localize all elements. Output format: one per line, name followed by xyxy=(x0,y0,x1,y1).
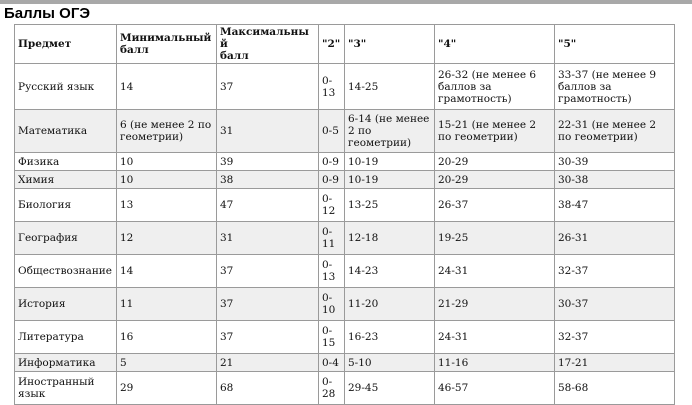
table-header-row xyxy=(15,25,675,64)
cell-grade-2: 0- 13 xyxy=(319,64,345,110)
cell-grade-3: 11-20 xyxy=(345,288,435,321)
cell-grade-4: 24-31 xyxy=(435,255,555,288)
header-grade-2: "2" xyxy=(319,25,345,64)
cell-max-score: 39 xyxy=(217,153,319,171)
cell-max-score: 68 xyxy=(217,372,319,405)
cell-grade-5: 26-31 xyxy=(555,222,675,255)
cell-grade-2: 0- 13 xyxy=(319,255,345,288)
cell-subject: История xyxy=(15,288,117,321)
cell-min-score: 14 xyxy=(117,255,217,288)
cell-grade-2: 0-5 xyxy=(319,110,345,153)
cell-grade-2: 0- 28 xyxy=(319,372,345,405)
cell-min-score: 5 xyxy=(117,354,217,372)
cell-max-score: 21 xyxy=(217,354,319,372)
cell-grade-3: 10-19 xyxy=(345,171,435,189)
table-row xyxy=(15,288,675,321)
cell-max-score: 38 xyxy=(217,171,319,189)
cell-grade-4: 24-31 xyxy=(435,321,555,354)
cell-max-score: 47 xyxy=(217,189,319,222)
cell-grade-4: 46-57 xyxy=(435,372,555,405)
page-title: Баллы ОГЭ xyxy=(4,5,91,22)
cell-grade-5: 30-38 xyxy=(555,171,675,189)
cell-max-score: 37 xyxy=(217,288,319,321)
cell-grade-4: 20-29 xyxy=(435,171,555,189)
cell-grade-3: 10-19 xyxy=(345,153,435,171)
cell-min-score: 11 xyxy=(117,288,217,321)
cell-grade-5: 22-31 (не менее 2 по геометрии) xyxy=(555,110,675,153)
header-subject: Предмет xyxy=(15,25,117,64)
cell-grade-2: 0-9 xyxy=(319,171,345,189)
header-grade-3: "3" xyxy=(345,25,435,64)
cell-grade-5: 32-37 xyxy=(555,321,675,354)
cell-grade-4: 26-32 (не менее 6 баллов за грамотность) xyxy=(435,64,555,110)
cell-grade-5: 33-37 (не менее 9 баллов за грамотность) xyxy=(555,64,675,110)
cell-grade-4: 26-37 xyxy=(435,189,555,222)
table-row xyxy=(15,189,675,222)
table-row xyxy=(15,153,675,171)
cell-subject: География xyxy=(15,222,117,255)
header-max-score: Максимальный балл xyxy=(217,25,319,64)
cell-grade-3: 13-25 xyxy=(345,189,435,222)
cell-subject: Химия xyxy=(15,171,117,189)
cell-grade-2: 0- 10 xyxy=(319,288,345,321)
cell-grade-5: 58-68 xyxy=(555,372,675,405)
cell-min-score: 16 xyxy=(117,321,217,354)
oge-scores-table xyxy=(14,24,675,405)
cell-grade-5: 32-37 xyxy=(555,255,675,288)
cell-subject: Биология xyxy=(15,189,117,222)
table-row xyxy=(15,110,675,153)
cell-grade-3: 6-14 (не менее 2 по геометрии) xyxy=(345,110,435,153)
cell-grade-5: 38-47 xyxy=(555,189,675,222)
cell-max-score: 37 xyxy=(217,64,319,110)
cell-grade-4: 11-16 xyxy=(435,354,555,372)
cell-subject: Физика xyxy=(15,153,117,171)
cell-subject: Математика xyxy=(15,110,117,153)
cell-grade-2: 0-4 xyxy=(319,354,345,372)
cell-subject: Иностранный язык xyxy=(15,372,117,405)
cell-grade-2: 0- 15 xyxy=(319,321,345,354)
table-row xyxy=(15,354,675,372)
cell-grade-3: 12-18 xyxy=(345,222,435,255)
cell-grade-3: 14-25 xyxy=(345,64,435,110)
cell-subject: Литература xyxy=(15,321,117,354)
cell-grade-3: 5-10 xyxy=(345,354,435,372)
header-grade-5: "5" xyxy=(555,25,675,64)
table-row xyxy=(15,171,675,189)
header-min-score: Минимальный балл xyxy=(117,25,217,64)
cell-grade-5: 17-21 xyxy=(555,354,675,372)
cell-grade-3: 16-23 xyxy=(345,321,435,354)
cell-min-score: 29 xyxy=(117,372,217,405)
cell-grade-2: 0- 12 xyxy=(319,189,345,222)
cell-grade-3: 29-45 xyxy=(345,372,435,405)
cell-min-score: 10 xyxy=(117,171,217,189)
cell-subject: Русский язык xyxy=(15,64,117,110)
cell-max-score: 37 xyxy=(217,255,319,288)
cell-grade-4: 19-25 xyxy=(435,222,555,255)
cell-max-score: 31 xyxy=(217,110,319,153)
table-row xyxy=(15,64,675,110)
cell-grade-3: 14-23 xyxy=(345,255,435,288)
table-row xyxy=(15,222,675,255)
cell-min-score: 12 xyxy=(117,222,217,255)
cell-min-score: 6 (не менее 2 по геометрии) xyxy=(117,110,217,153)
cell-min-score: 10 xyxy=(117,153,217,171)
cell-min-score: 14 xyxy=(117,64,217,110)
cell-grade-5: 30-37 xyxy=(555,288,675,321)
table-row xyxy=(15,372,675,405)
table-row xyxy=(15,321,675,354)
cell-grade-4: 20-29 xyxy=(435,153,555,171)
cell-subject: Информатика xyxy=(15,354,117,372)
cell-subject: Обществознание xyxy=(15,255,117,288)
cell-grade-4: 21-29 xyxy=(435,288,555,321)
cell-grade-2: 0- 11 xyxy=(319,222,345,255)
top-divider xyxy=(0,0,692,4)
cell-max-score: 37 xyxy=(217,321,319,354)
header-grade-4: "4" xyxy=(435,25,555,64)
cell-min-score: 13 xyxy=(117,189,217,222)
cell-grade-4: 15-21 (не менее 2 по геометрии) xyxy=(435,110,555,153)
cell-grade-5: 30-39 xyxy=(555,153,675,171)
table-row xyxy=(15,255,675,288)
cell-grade-2: 0-9 xyxy=(319,153,345,171)
cell-max-score: 31 xyxy=(217,222,319,255)
